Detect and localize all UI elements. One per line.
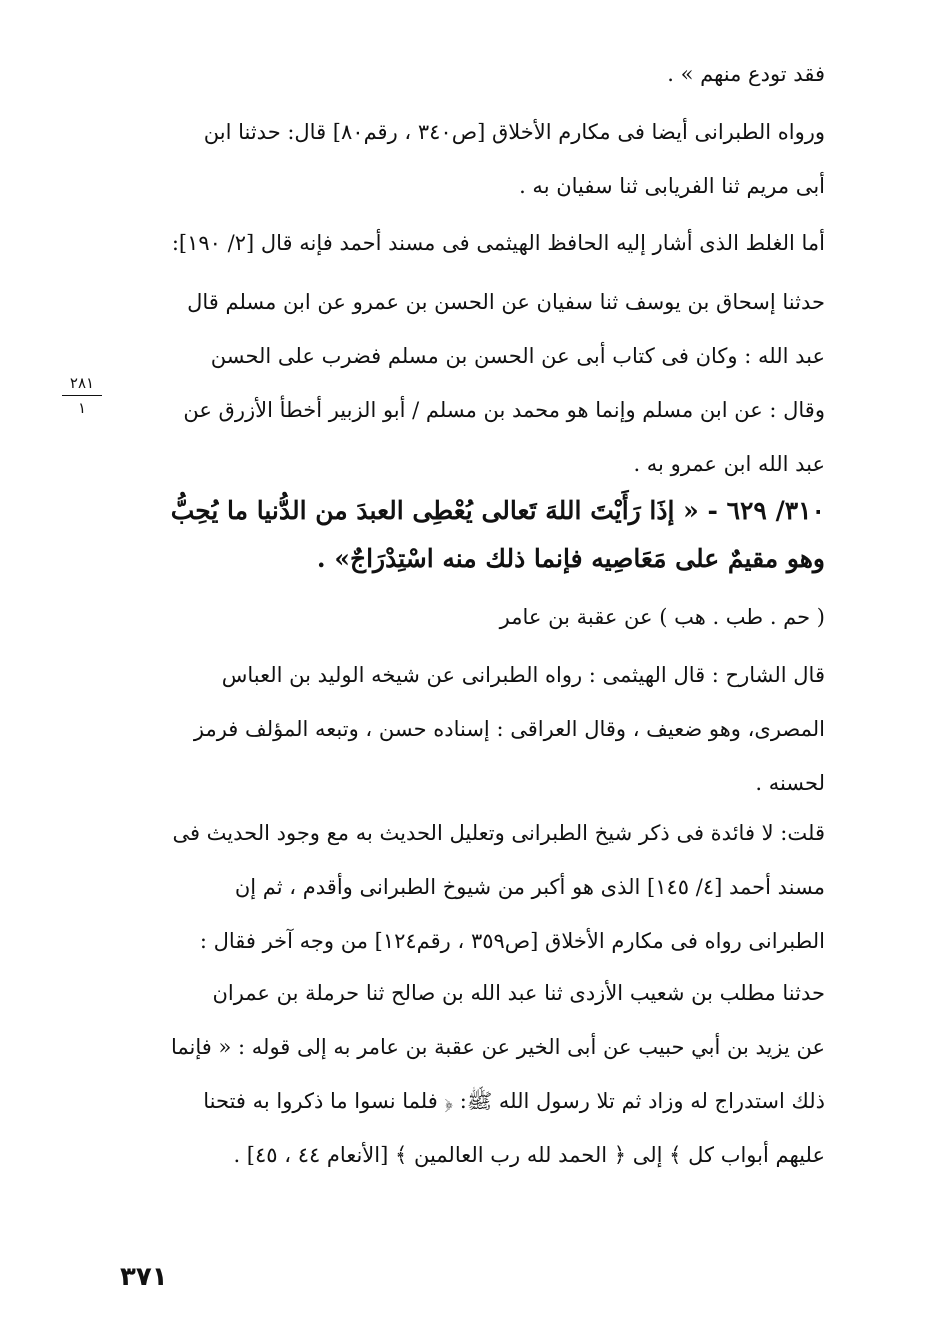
margin-reference-bottom: ١ — [77, 399, 87, 417]
hadith-line: ٣١٠/ ٦٢٩ - « إذَا رَأَيْتَ اللهَ تَعالى يُعْطِى العبدَ من الدُّنيا ما يُحِبُّ — [170, 496, 825, 525]
text-line: المصرى، وهو ضعيف ، وقال العراقى : إسناده حسن ، وتبعه المؤلف فرمز — [193, 717, 825, 741]
text-line: عن يزيد بن أبي حبيب عن أبى الخير عن عقبة بن عامر به إلى قوله : « فإنما — [171, 1035, 825, 1059]
margin-reference-top: ٢٨١ — [69, 374, 95, 392]
page-number: ٣٧١ — [120, 1262, 168, 1292]
text-line: ( حم . طب . هب ) عن عقبة بن عامر — [499, 605, 825, 629]
paragraph-sharih — [110, 648, 825, 810]
text-line: لحسنه . — [755, 771, 825, 795]
paragraph-isnad-ishaq — [110, 275, 825, 491]
paragraph-tabarani-narration — [110, 105, 825, 213]
text-line: مسند أحمد [٤/ ١٤٥] الذى هو أكبر من شيوخ الطبرانى وأقدم ، ثم إن — [234, 875, 825, 899]
paragraph-qultu — [110, 806, 825, 968]
text-line: أبى مريم ثنا الفريابى ثنا سفيان به . — [519, 174, 825, 198]
margin-reference-rule — [62, 395, 102, 396]
text-line: الطبرانى رواه فى مكارم الأخلاق [ص٣٥٩ ، رقم١٢٤] من وجه آخر فقال : — [199, 929, 825, 953]
text-line: ورواه الطبرانى أيضا فى مكارم الأخلاق [ص٣٤٠ ، رقم٨٠] قال: حدثنا ابن — [203, 120, 825, 144]
text-line: أما الغلط الذى أشار إليه الحافظ الهيثمى فى مسند أحمد فإنه قال [٢/ ١٩٠]: — [171, 231, 825, 255]
text-line: قلت: لا فائدة فى ذكر شيخ الطبرانى وتعليل الحديث به مع وجود الحديث فى — [172, 821, 825, 845]
text-line: عبد الله : وكان فى كتاب أبى عن الحسن بن مسلم فضرب على الحسن — [210, 344, 825, 368]
margin-reference — [62, 374, 102, 417]
hadith-line: وهو مقيمٌ على مَعَاصِيه فإنما ذلك منه اسْتِدْرَاجٌ» . — [316, 544, 825, 573]
text-line: ذلك استدراج له وزاد ثم تلا رسول الله ﷺ: ﴿ فلما نسوا ما ذكروا به فتحنا — [203, 1089, 825, 1113]
text-line: فقد تودع منهم » . — [667, 62, 825, 86]
text-line: حدثنا مطلب بن شعيب الأزدى ثنا عبد الله بن صالح ثنا حرملة بن عمران — [212, 981, 825, 1005]
paragraph-isnad-mutallib — [110, 966, 825, 1182]
hadith-text — [110, 487, 825, 583]
hadith-sources — [110, 590, 825, 644]
text-line: حدثنا إسحاق بن يوسف ثنا سفيان عن الحسن بن عمرو عن ابن مسلم قال — [187, 290, 825, 314]
paragraph-haythami-error — [110, 216, 825, 270]
paragraph-closing-quote — [110, 47, 825, 101]
text-line: عليهم أبواب كل ﴾ إلى ﴿ الحمد لله رب العالمين ﴾ [الأنعام ٤٤ ، ٤٥] . — [233, 1143, 825, 1167]
text-line: وقال : عن ابن مسلم وإنما هو محمد بن مسلم / أبو الزبير أخطأ الأزرق عن — [183, 398, 825, 422]
text-line: عبد الله ابن عمرو به . — [633, 452, 825, 476]
text-line: قال الشارح : قال الهيثمى : رواه الطبرانى عن شيخه الوليد بن العباس — [221, 663, 825, 687]
